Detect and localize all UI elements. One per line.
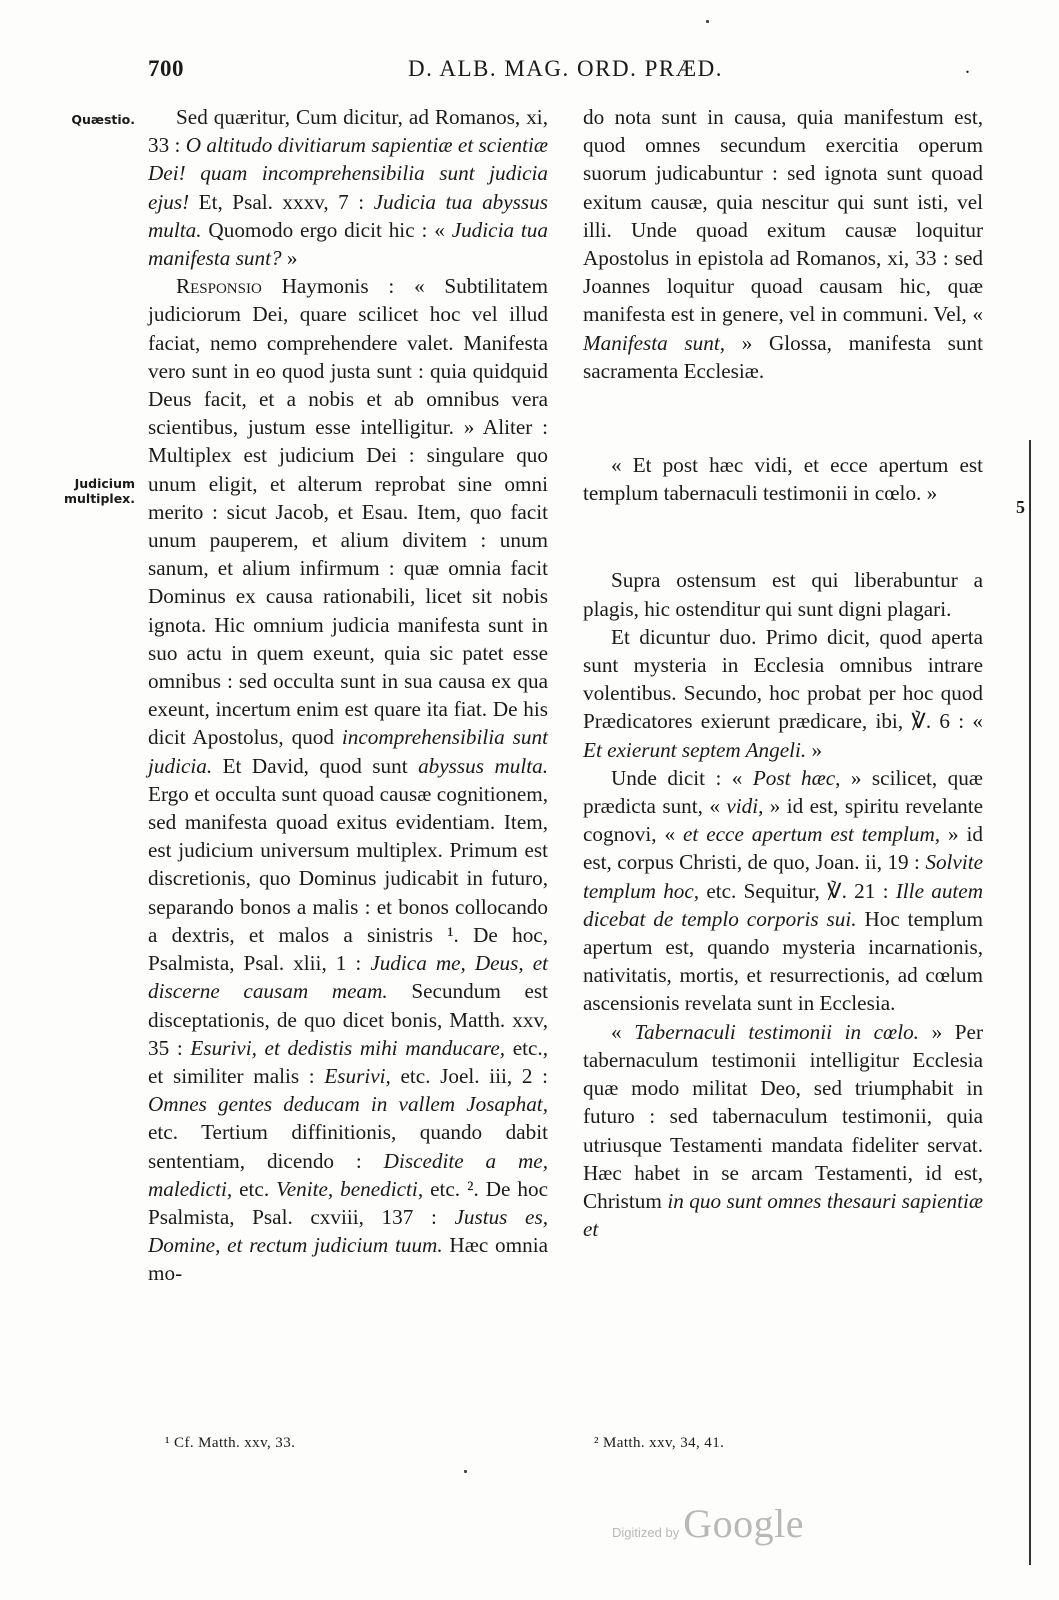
- verse-number: 5: [1016, 497, 1025, 517]
- paragraph: Unde dicit : « Post hæc, » scilicet, quæ prædicta sunt, « vidi, » id est, spiritu revelante cognovi, « et ecce apertum est templum, » id est, corpus Christi, de quo, Joan. ii, 19 : Solvite templum hoc, etc. Sequitur, ℣. 21 : Ille autem dicebat de templo corporis sui. Hoc templum apertum est, quando mysteria incarnationis, nativitatis, mortis, et resurrectionis, ad cœlum ascensionis revelata sunt in Ecclesia.: [583, 765, 984, 1016]
- watermark-prefix: Digitized by: [612, 1525, 680, 1540]
- right-column: [583, 103, 983, 1243]
- scripture-lemma: « Et post hæc vidi, et ecce apertum est templum tabernaculi testimonii in cœlo. »: [583, 453, 983, 506]
- footnote-left: ¹ Cf. Matth. xxv, 33.: [165, 1435, 296, 1451]
- print-speck: [464, 1470, 467, 1473]
- paragraph: Supra ostensum est qui liberabuntur a plagis, hic ostenditur qui sunt digni plagari.: [583, 568, 983, 621]
- margin-note-judicium: Judicium multiplex.: [64, 476, 135, 506]
- google-watermark: [612, 1500, 804, 1547]
- watermark-brand: Google: [683, 1501, 804, 1546]
- running-title: D. ALB. MAG. ORD. PRÆD.: [408, 56, 724, 81]
- paragraph: Et dicuntur duo. Primo dicit, quod aperta sunt mysteria in Ecclesia omnibus intrare volentibus. Secundo, hoc probat per hoc quod Prædicatores exierunt prædicare, ibi, ℣. 6 : « Et exierunt septem Angeli. »: [583, 624, 983, 762]
- margin-note-quaestio: Quæstio.: [71, 112, 135, 127]
- paragraph: Sed quæritur, Cum dicitur, ad Romanos, xi, 33 : O altitudo divitiarum sapientiæ et scientiæ Dei! quam incomprehensibilia sunt judicia ejus! Et, Psal. xxxv, 7 : Judicia tua abyssus multa. Quomodo ergo dicit hic : « Judicia tua manifesta sunt? »: [148, 105, 548, 271]
- page-number: 700: [148, 56, 184, 81]
- paragraph: « Tabernaculi testimonii in cœlo. » Per tabernaculum testimonii intelligitur Ecclesia quæ modo militat Deo, sed triumphabit in futuro : sed tabernaculum testimonii, quia utriusque Testamenti mandata fideliter servat. Hæc habet in se arcam Testamenti, id est, Christum in quo sunt omnes thesauri sapientiæ et: [583, 1019, 984, 1242]
- paragraph: do nota sunt in causa, quia manifestum est, quod omnes secundum exercitia operum suorum judicabuntur : sed ignota sunt quoad exitum causæ, quia nescitur qui sunt isti, vel illi. Unde quoad exitum causæ loquitur Apostolus in epistola ad Romanos, xi, 33 : sed Joannes loquitur quoad causam hic, quæ manifesta est in genere, vel in communi. Vel, « Manifesta sunt, » Glossa, manifesta sunt sacramenta Ecclesiæ.: [583, 105, 984, 383]
- page-header: [140, 56, 1000, 86]
- page-edge-rule: [1029, 440, 1031, 1565]
- footnote-right: ² Matth. xxv, 34, 41.: [594, 1435, 725, 1451]
- header-mark: .: [965, 56, 970, 78]
- left-column: [148, 103, 548, 1288]
- paragraph: Responsio Haymonis : « Subtilitatem judiciorum Dei, quare scilicet hoc vel illud faciat, nemo comprehendere valet. Manifesta vero sunt in eo quod justa sunt : quia quidquid Deus facit, et a nobis et ab omnibus vera scientibus, justum esse intelligitur. » Aliter : Multiplex est judicium Dei : singulare quo unum eligit, et alterum reprobat sine omni merito : sicut Jacob, et Esau. Item, quo facit unum pauperem, et alium divitem : unum sanum, et alium infirmum : quæ omnia facit Dominus ex causa rationabili, licet sit nobis ignota. Hic omnium judicia manifesta sunt in suo actu in quem exeunt, quia sic patet esse omnibus : sed occulta sunt in sua causa ex qua exeunt, incertum enim est quare ita fiat. De his dicit Apostolus, quod incomprehensibilia sunt judicia. Et David, quod sunt abyssus multa. Ergo et occulta sunt quoad causæ cognitionem, sed manifesta quoad exitus evidentiam. Item, est judicium universum multiplex. Primum est discretionis, quo Dominus judicabit in futuro, separando bonos a malis : et bonos collocando a dextris, et malos a sinistris ¹. De hoc, Psalmista, Psal. xlii, 1 : Judica me, Deus, et discerne causam meam. Secundum est disceptationis, de quo dicet bonis, Matth. xxv, 35 : Esurivi, et dedistis mihi manducare, etc., et similiter malis : Esurivi, etc. Joel. iii, 2 : Omnes gentes deducam in vallem Josaphat, etc. Tertium diffinitionis, quando dabit sententiam, dicendo : Discedite a me, maledicti, etc. Venite, benedicti, etc. ². De hoc Psalmista, Psal. cxviii, 137 : Justus es, Domine, et rectum judicium tuum. Hæc omnia mo-: [148, 274, 549, 1286]
- print-speck: [706, 20, 709, 23]
